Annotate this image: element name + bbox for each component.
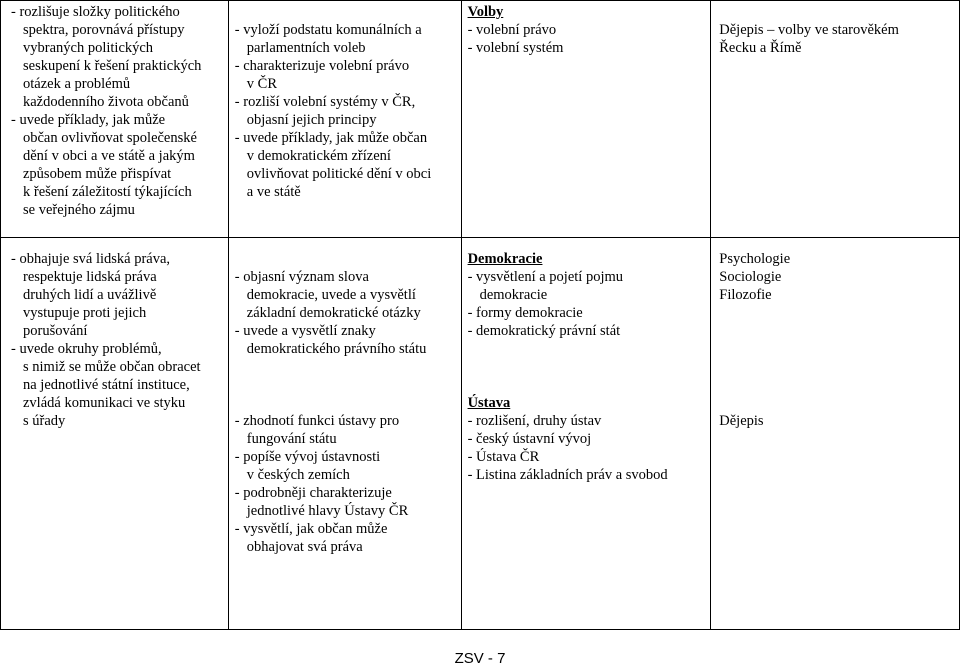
text-line: vystupuje proti jejich	[23, 305, 147, 321]
topic-title: Ústava	[467, 395, 511, 411]
table-row	[1, 238, 960, 630]
text-line: seskupení k řešení praktických	[23, 58, 202, 74]
text-line: Psychologie	[719, 251, 791, 267]
text-line: - rozlišuje složky politického	[11, 4, 180, 20]
text-line: - uvede a vysvětlí znaky	[234, 323, 376, 339]
links-cell	[711, 1, 960, 238]
topic-title: Demokracie	[467, 251, 543, 267]
text-line: - formy demokracie	[467, 305, 583, 321]
text-line: dění v obci a ve státě a jakým	[23, 148, 195, 164]
text-line: jednotlivé hlavy Ústavy ČR	[246, 503, 409, 519]
topic-title: Volby	[467, 4, 504, 20]
text-line: obhajovat svá práva	[246, 539, 363, 555]
text-line: k řešení záležitostí týkajících	[23, 184, 192, 200]
outcomes-cell	[228, 1, 461, 238]
text-line: - Ústava ČR	[467, 449, 540, 465]
text-line: - uvede příklady, jak může	[11, 112, 166, 128]
text-line: s nimiž se může občan obracet	[23, 359, 201, 375]
topic-cell	[461, 238, 711, 630]
topic-cell	[461, 1, 711, 238]
text-line: - obhajuje svá lidská práva,	[11, 251, 171, 267]
text-line: vybraných politických	[23, 40, 154, 56]
outcomes-cell	[228, 238, 461, 630]
text-line: Filozofie	[719, 287, 772, 303]
text-line: - vysvětlí, jak občan může	[234, 521, 388, 537]
text-line: se veřejného zájmu	[23, 202, 135, 218]
text-line: Sociologie	[719, 269, 782, 285]
text-line: ovlivňovat politické dění v obci	[246, 166, 432, 182]
text-line: fungování státu	[246, 431, 337, 447]
table-row	[1, 1, 960, 238]
text-line: Dějepis	[719, 413, 764, 429]
text-line: - uvede příklady, jak může občan	[234, 130, 428, 146]
text-line: s úřady	[23, 413, 66, 429]
text-line: každodenního života občanů	[23, 94, 189, 110]
text-line: - volební právo	[467, 22, 557, 38]
text-line: respektuje lidská práva	[23, 269, 157, 285]
text-line: objasní jejich principy	[246, 112, 377, 128]
text-line: - objasní význam slova	[234, 269, 369, 285]
text-line: druhých lidí a uvážlivě	[23, 287, 157, 303]
competences-cell	[1, 238, 229, 630]
page-footer: ZSV - 7	[454, 650, 506, 667]
text-line: parlamentních voleb	[246, 40, 366, 56]
text-line: v demokratickém zřízení	[246, 148, 391, 164]
text-line: porušování	[23, 323, 88, 339]
text-line: - vysvětlení a pojetí pojmu	[467, 269, 624, 285]
text-line: - Listina základních práv a svobod	[467, 467, 668, 483]
text-line: - zhodnotí funkci ústavy pro	[234, 413, 400, 429]
text-line: demokracie	[479, 287, 548, 303]
text-line: - popíše vývoj ústavnosti	[234, 449, 381, 465]
text-line: - vyloží podstatu komunálních a	[234, 22, 422, 38]
text-line: - rozliší volební systémy v ČR,	[234, 94, 416, 110]
text-line: Řecku a Římě	[719, 40, 802, 56]
competences-cell	[1, 1, 229, 238]
text-line: v ČR	[246, 76, 277, 92]
text-line: a ve státě	[246, 184, 301, 200]
text-line: otázek a problémů	[23, 76, 131, 92]
text-line: - uvede okruhy problémů,	[11, 341, 162, 357]
text-line: Dějepis – volby ve starověkém	[719, 22, 899, 38]
text-line: - podrobněji charakterizuje	[234, 485, 392, 501]
text-line: v českých zemích	[246, 467, 350, 483]
text-line: na jednotlivé státní instituce,	[23, 377, 190, 393]
text-line: demokratického právního státu	[246, 341, 427, 357]
text-line: - volební systém	[467, 40, 564, 56]
text-line: zvládá komunikaci ve styku	[23, 395, 186, 411]
text-line: - český ústavní vývoj	[467, 431, 592, 447]
text-line: - demokratický právní stát	[467, 323, 621, 339]
text-line: spektra, porovnává přístupy	[23, 22, 185, 38]
text-line: způsobem může přispívat	[23, 166, 172, 182]
text-line: základní demokratické otázky	[246, 305, 421, 321]
text-line: občan ovlivňovat společenské	[23, 130, 197, 146]
links-cell	[711, 238, 960, 630]
text-line: - rozlišení, druhy ústav	[467, 413, 602, 429]
text-line: demokracie, uvede a vysvětlí	[246, 287, 416, 303]
text-line: - charakterizuje volební právo	[234, 58, 410, 74]
